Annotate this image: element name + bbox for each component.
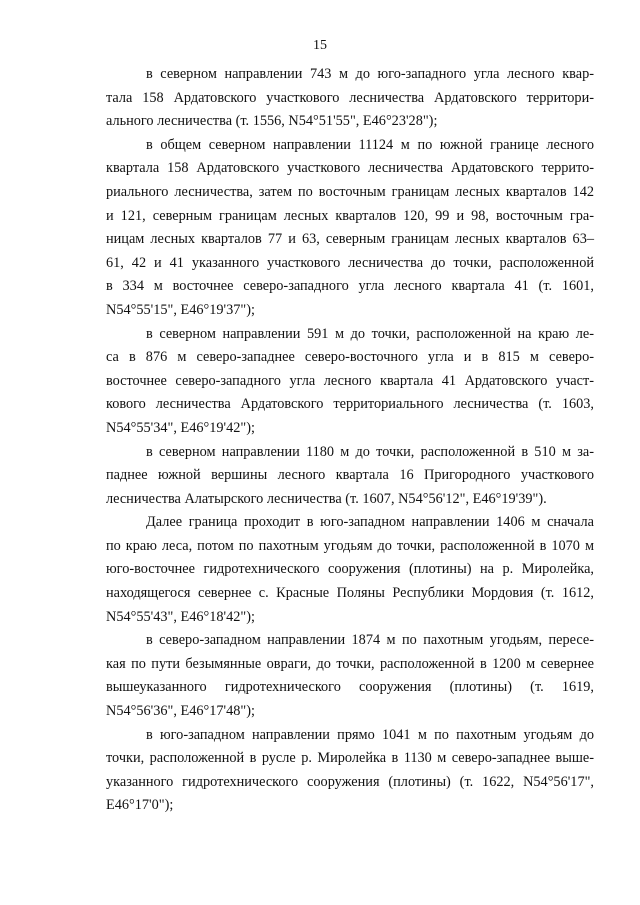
text-line: паднее южной вершины лесного квартала 16 Пригородного участкового <box>106 467 594 484</box>
text-line: вышеуказанного гидротехнического сооружения (плотины) (т. 1619, <box>106 679 594 696</box>
text-line: N54°56'36", E46°17'48"); <box>106 703 255 720</box>
page-number: 15 <box>313 38 327 53</box>
paragraph <box>106 724 594 818</box>
text-line: Далее граница проходит в юго-западном направлении 1406 м сначала <box>146 514 594 531</box>
paragraph <box>106 511 594 629</box>
text-line: E46°17'0"); <box>106 797 174 814</box>
text-line: в юго-западном направлении прямо 1041 м по пахотным угодьям до <box>146 726 594 743</box>
text-line: в северном направлении 1180 м до точки, расположенной в 510 м за- <box>146 443 594 460</box>
paragraph <box>106 134 594 323</box>
text-line: юго-восточнее гидротехнического сооружения (плотины) на р. Миролейка, <box>106 561 594 578</box>
text-line: находящегося севернее с. Красные Поляны Республики Мордовия (т. 1612, <box>106 585 594 602</box>
paragraph <box>106 323 594 441</box>
text-line: в северном направлении 591 м до точки, расположенной на краю ле- <box>146 325 594 342</box>
text-line: лесничества Алатырского лесничества (т. 1607, N54°56'12", E46°19'39"). <box>106 490 547 507</box>
text-line: N54°55'15", E46°19'37"); <box>106 301 255 318</box>
text-line: са в 876 м северо-западнее северо-восточного угла и в 815 м северо- <box>106 349 594 366</box>
text-line: 61, 42 и 41 указанного участкового лесничества до точки, расположенной <box>106 254 594 271</box>
paragraph <box>106 63 594 134</box>
text-line: N54°55'43", E46°18'42"); <box>106 608 255 625</box>
text-line: в северном направлении 743 м до юго-западного угла лесного квар- <box>146 66 594 82</box>
text-line: риального лесничества, затем по восточным границам лесных кварталов 142 <box>106 183 594 200</box>
text-line: тала 158 Ардатовского участкового лесничества Ардатовского территори- <box>106 89 594 106</box>
text-line: в северо-западном направлении 1874 м по пахотным угодьям, пересе- <box>146 632 594 649</box>
text-line: в общем северном направлении 11124 м по южной границе лесного <box>146 136 594 153</box>
text-line: и 121, северным границам лесных кварталов 120, 99 и 98, восточным гра- <box>106 207 594 224</box>
text-line: N54°55'34", E46°19'42"); <box>106 419 255 436</box>
text-line: ального лесничества (т. 1556, N54°51'55", E46°23'28"); <box>106 113 438 130</box>
text-line: указанного гидротехнического сооружения (плотины) (т. 1622, N54°56'17", <box>106 773 594 790</box>
text-line: в 334 м восточнее северо-западного угла лесного квартала 41 (т. 1601, <box>106 278 594 295</box>
text-line: точки, расположенной в русле р. Миролейка в 1130 м северо-западнее выше- <box>106 750 594 767</box>
text-line: восточнее северо-западного угла лесного квартала 41 Ардатовского участ- <box>106 372 594 389</box>
paragraph <box>106 629 594 723</box>
body-text <box>106 63 594 818</box>
paragraph <box>106 441 594 512</box>
text-line: квартала 158 Ардатовского участкового лесничества Ардатовского террито- <box>106 160 594 177</box>
text-line: кового лесничества Ардатовского территориального лесничества (т. 1603, <box>106 396 594 413</box>
text-line: кая по пути безымянные овраги, до точки, расположенной в 1200 м севернее <box>106 655 594 672</box>
text-line: ницам лесных кварталов 77 и 63, северным границам лесных кварталов 63– <box>106 231 594 248</box>
text-line: по краю леса, потом по пахотным угодьям до точки, расположенной в 1070 м <box>106 537 594 554</box>
